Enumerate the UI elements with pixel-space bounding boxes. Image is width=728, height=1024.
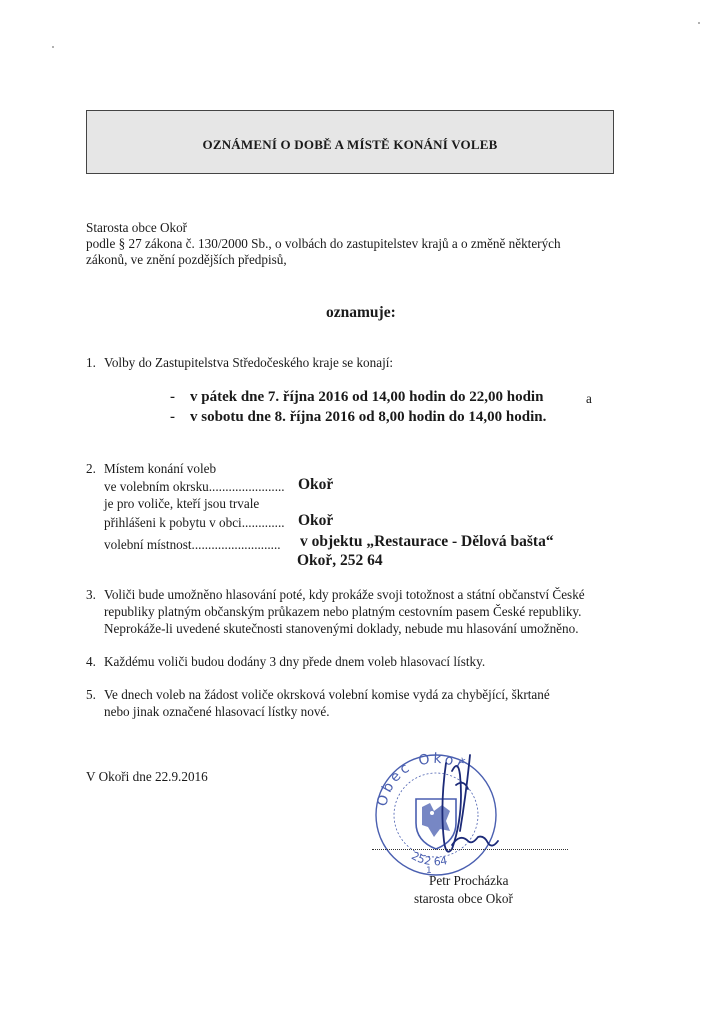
item-2-number: 2. xyxy=(86,461,96,476)
official-stamp xyxy=(360,745,560,885)
date-1-dash: - xyxy=(170,389,175,405)
item-5-line-2: nebo jinak označené hlasovací lístky nové. xyxy=(104,704,330,719)
item-2-residence-label: přihlášeni k pobytu v obci............. xyxy=(104,515,285,530)
item-2-district-value: Okoř xyxy=(298,476,334,493)
coat-of-arms-icon xyxy=(416,799,456,849)
announces-heading: oznamuje: xyxy=(326,304,396,321)
place-and-date: V Okoři dne 22.9.2016 xyxy=(86,769,208,784)
title-box xyxy=(86,110,614,174)
stamp-text-top: Obec Okoř xyxy=(374,750,469,808)
item-2-district-label: ve volebním okrsku....................... xyxy=(104,479,285,494)
intro-line-1: Starosta obce Okoř xyxy=(86,220,188,235)
item-1-number: 1. xyxy=(86,355,96,370)
signatory-role: starosta obce Okoř xyxy=(414,891,513,906)
item-3-line-3: Neprokáže-li uvedené skutečnosti stanovenými doklady, nebude mu hlasování umožněno. xyxy=(104,621,579,636)
intro-line-2: podle § 27 zákona č. 130/2000 Sb., o volbách do zastupitelstev krajů a o změně některých xyxy=(86,236,561,251)
date-2-text: v sobotu dne 8. října 2016 od 8,00 hodin do 14,00 hodin. xyxy=(190,409,547,425)
handwritten-signature-icon xyxy=(442,755,498,852)
date-1-text: v pátek dne 7. října 2016 od 14,00 hodin do 22,00 hodin xyxy=(190,389,544,405)
item-4-number: 4. xyxy=(86,654,96,669)
item-3-number: 3. xyxy=(86,587,96,602)
scan-speck xyxy=(52,46,54,48)
item-5-line-1: Ve dnech voleb na žádost voliče okrsková volební komise vydá za chybějící, škrtané xyxy=(104,687,550,702)
item-2-line-3: je pro voliče, kteří jsou trvale xyxy=(104,496,260,511)
date-2-dash: - xyxy=(170,409,175,425)
item-2-residence-value: Okoř xyxy=(298,512,334,529)
item-1-text: Volby do Zastupitelstva Středočeského kraje se konají: xyxy=(104,355,394,370)
scan-speck xyxy=(698,22,700,24)
document-title: OZNÁMENÍ O DOBĚ A MÍSTĚ KONÁNÍ VOLEB xyxy=(202,137,498,152)
item-3-line-2: republiky platným občanským průkazem nebo platným cestovním pasem České republiky. xyxy=(104,604,582,619)
item-2-address-value: Okoř, 252 64 xyxy=(297,552,383,569)
stamp-text-bottom: 252 64 xyxy=(409,849,449,869)
item-5-number: 5. xyxy=(86,687,96,702)
item-2-room-label: volební místnost........................... xyxy=(104,537,281,552)
intro-line-3: zákonů, ve znění pozdějších předpisů, xyxy=(86,252,287,267)
signature-line xyxy=(372,849,568,850)
item-3-line-1: Voliči bude umožněno hlasování poté, kdy prokáže svoji totožnost a státní občanství České xyxy=(104,587,585,602)
item-2-line-1: Místem konání voleb xyxy=(104,461,217,476)
stamp-number: 1 xyxy=(426,866,432,876)
signatory-name: Petr Procházka xyxy=(429,873,509,888)
item-4-line-1: Každému voliči budou dodány 3 dny přede dnem voleb hlasovací lístky. xyxy=(104,654,486,669)
item-2-room-value: v objektu „Restaurace - Dělová bašta“ xyxy=(300,533,554,550)
date-1-and: a xyxy=(586,391,592,406)
